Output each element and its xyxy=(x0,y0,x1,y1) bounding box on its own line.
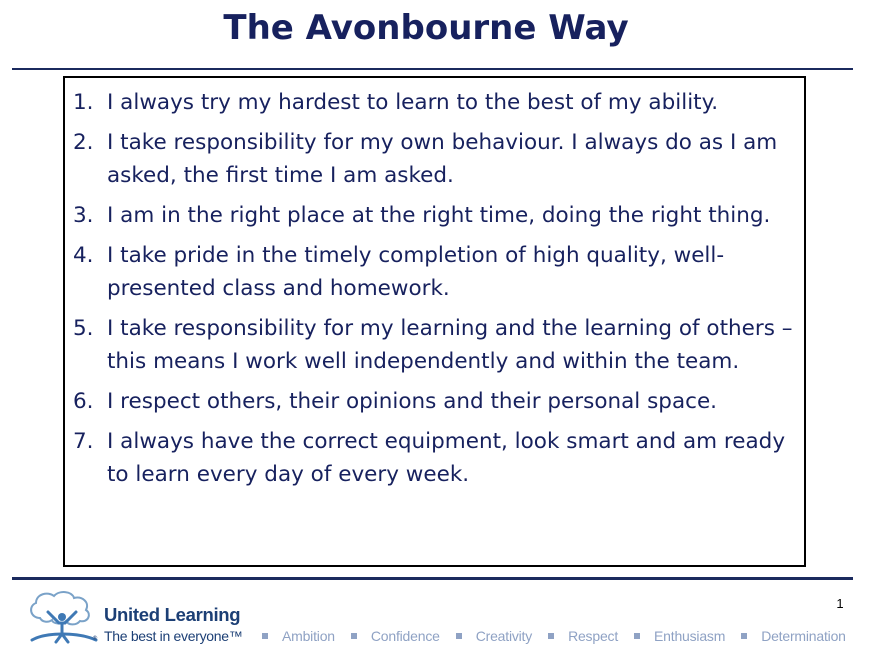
svg-text:®: ® xyxy=(92,635,98,642)
value-item xyxy=(456,628,532,644)
list-item-number: 1. xyxy=(73,90,94,115)
value-item xyxy=(262,628,335,644)
list-item-text: I always try my hardest to learn to the best of my ability. xyxy=(107,90,719,115)
list-item-text: I take pride in the timely completion of high quality, well-presented class and homework. xyxy=(107,243,725,301)
logo-name: United Learning xyxy=(104,604,241,625)
page-number: 1 xyxy=(836,596,844,611)
list-item-number: 2. xyxy=(73,130,94,155)
list-item-number: 4. xyxy=(73,243,94,268)
square-bullet-icon xyxy=(634,633,640,639)
list-item xyxy=(73,312,793,378)
list-item-text: I always have the correct equipment, look smart and am ready to learn every day of every week. xyxy=(107,429,786,487)
value-label: Confidence xyxy=(370,628,440,644)
list-item xyxy=(73,199,793,232)
square-bullet-icon xyxy=(456,633,462,639)
value-label: Respect xyxy=(568,628,619,644)
list-item-number: 3. xyxy=(73,203,94,228)
rules-box xyxy=(63,76,806,567)
value-item xyxy=(548,628,618,644)
list-item-text: I am in the right place at the right time, doing the right thing. xyxy=(107,203,771,228)
list-item xyxy=(73,385,793,418)
list-item-text: I take responsibility for my learning and the learning of others – this means I work well independently and within the team. xyxy=(107,316,793,374)
square-bullet-icon xyxy=(741,633,747,639)
value-label: Ambition xyxy=(282,628,335,644)
value-item xyxy=(351,628,440,644)
value-item xyxy=(741,628,846,644)
square-bullet-icon xyxy=(262,633,268,639)
rules-list xyxy=(73,86,793,498)
square-bullet-icon xyxy=(351,633,357,639)
list-item-text: I respect others, their opinions and their personal space. xyxy=(107,389,717,414)
list-item xyxy=(73,425,793,491)
footer-divider xyxy=(12,577,853,580)
list-item-number: 5. xyxy=(73,316,94,341)
value-label: Creativity xyxy=(475,628,533,644)
list-item-number: 7. xyxy=(73,429,94,454)
square-bullet-icon xyxy=(548,633,554,639)
list-item-number: 6. xyxy=(73,389,94,414)
title-divider xyxy=(12,68,853,70)
list-item-text: I take responsibility for my own behaviour. I always do as I am asked, the first time I am asked. xyxy=(107,130,778,188)
value-item xyxy=(634,628,725,644)
values-strip xyxy=(262,628,862,644)
list-item xyxy=(73,126,793,192)
list-item xyxy=(73,86,793,119)
slide-title: The Avonbourne Way xyxy=(223,8,629,48)
list-item xyxy=(73,239,793,305)
tree-person-icon xyxy=(26,590,106,645)
value-label: Determination xyxy=(761,628,846,644)
logo-tagline: The best in everyone™ xyxy=(104,628,243,644)
value-label: Enthusiasm xyxy=(654,628,726,644)
